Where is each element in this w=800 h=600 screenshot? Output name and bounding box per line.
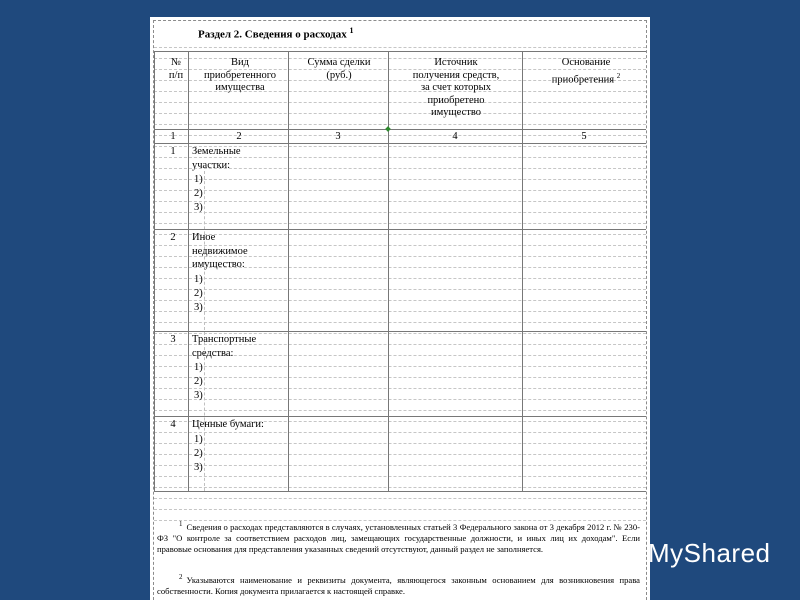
table-column-border	[288, 51, 289, 491]
footnote-2-mark: 2	[179, 573, 183, 581]
row-sub-item: 3)	[194, 301, 203, 313]
ruling-line	[154, 487, 646, 488]
table-column-border	[522, 51, 523, 491]
table-row-border	[154, 129, 646, 130]
row-property-label: Ценные бумаги:	[192, 419, 264, 430]
document-frame	[153, 20, 647, 600]
row-number: 2	[170, 232, 176, 243]
row-property-label: Земельные участки:	[192, 146, 241, 171]
ruling-line	[154, 322, 646, 323]
ruling-line	[154, 190, 646, 191]
ruling-line	[154, 465, 646, 466]
row-sub-item: 3)	[194, 202, 203, 213]
row-property-label: Иное недвижимое имущество:	[192, 232, 248, 270]
ruling-line	[154, 432, 646, 433]
ruling-line	[154, 201, 646, 202]
ruling-line	[154, 498, 646, 499]
ruling-line	[154, 410, 646, 411]
row-sub-item: 1)	[194, 433, 203, 445]
table-row-border	[154, 51, 646, 52]
row-number: 1	[170, 146, 176, 157]
footnote-2-text: Указываются наименование и реквизиты документа, являющегося законным основанием для возникновения права собственности. Копия документа прилагается к настоящей справке.	[157, 574, 640, 596]
row-sub-item: 3)	[194, 390, 203, 401]
column-number-5: 5	[581, 131, 587, 142]
myshared-logo-icon	[614, 539, 644, 569]
ruling-line	[154, 366, 646, 367]
header-col-basis	[525, 57, 647, 87]
table-row-border	[154, 229, 646, 230]
header-col-source: Источник получения средств, за счет которых приобретено имущество	[412, 57, 500, 118]
ruling-line	[154, 278, 646, 279]
table-column-border	[388, 51, 389, 491]
ruling-line	[154, 289, 646, 290]
ruling-line	[154, 454, 646, 455]
row-property-label: Транспортные средства:	[192, 334, 257, 359]
row-number: 3	[170, 334, 176, 345]
ruling-line	[154, 179, 646, 180]
ruling-line	[154, 223, 646, 224]
row-sub-item: 2)	[194, 287, 203, 299]
table-column-border	[154, 51, 155, 491]
row-sub-item: 1)	[194, 174, 203, 185]
ruling-line	[154, 47, 646, 48]
ruling-line	[154, 377, 646, 378]
row-sub-item: 3)	[194, 461, 203, 473]
watermark-text: MyShared	[648, 538, 771, 568]
ruling-line	[154, 509, 646, 510]
ruling-line	[154, 443, 646, 444]
footnote-1-mark: 1	[179, 520, 183, 528]
ruling-line	[154, 311, 646, 312]
table-column-border	[646, 51, 647, 491]
section-title	[198, 26, 353, 41]
header-col-basis-text: Основание приобретения	[551, 57, 615, 85]
table-row-border	[154, 143, 646, 144]
section-title-text: Раздел 2. Сведения о расходах	[198, 28, 347, 41]
header-footnote-mark: 2	[616, 71, 621, 80]
myshared-watermark	[614, 538, 771, 569]
section-title-footnote-mark: 1	[349, 26, 354, 35]
table-row-border	[154, 416, 646, 417]
ruling-line	[154, 212, 646, 213]
row-sub-item: 2)	[194, 376, 203, 387]
footnote-1-text: Сведения о расходах представляются в случаях, установленных статьей 3 Федерального закона от 3 декабря 2012 г. № 230-ФЗ "О контроле за соответствием расходов лиц, замещающих государственные должности, и иных лиц их доходам". Если правовые основания для представления указанных сведений отсутствуют, данный раздел не заполняется.	[157, 521, 640, 554]
column-number-3: 3	[335, 131, 341, 142]
row-sub-item: 1)	[194, 362, 203, 373]
column-number-2: 2	[236, 131, 242, 142]
ruling-line	[154, 300, 646, 301]
row-sub-item: 2)	[194, 188, 203, 199]
footnote-1	[157, 519, 640, 555]
table-row-border	[154, 491, 646, 492]
row-sub-item: 2)	[194, 447, 203, 459]
header-col-number: № п/п	[168, 57, 184, 81]
ruling-line	[154, 399, 646, 400]
row-number: 4	[170, 419, 176, 430]
header-col-property-type: Вид приобретенного имущества	[203, 57, 277, 93]
footnote-2	[157, 572, 640, 597]
row-sub-item: 1)	[194, 273, 203, 285]
document-page	[150, 17, 650, 600]
header-col-amount: Сумма сделки (руб.)	[307, 57, 371, 81]
ruling-line	[154, 476, 646, 477]
ruling-line	[154, 388, 646, 389]
ruling-line	[154, 124, 646, 125]
column-number-1: 1	[170, 131, 176, 142]
column-number-4: 4	[452, 131, 458, 142]
table-row-border	[154, 331, 646, 332]
